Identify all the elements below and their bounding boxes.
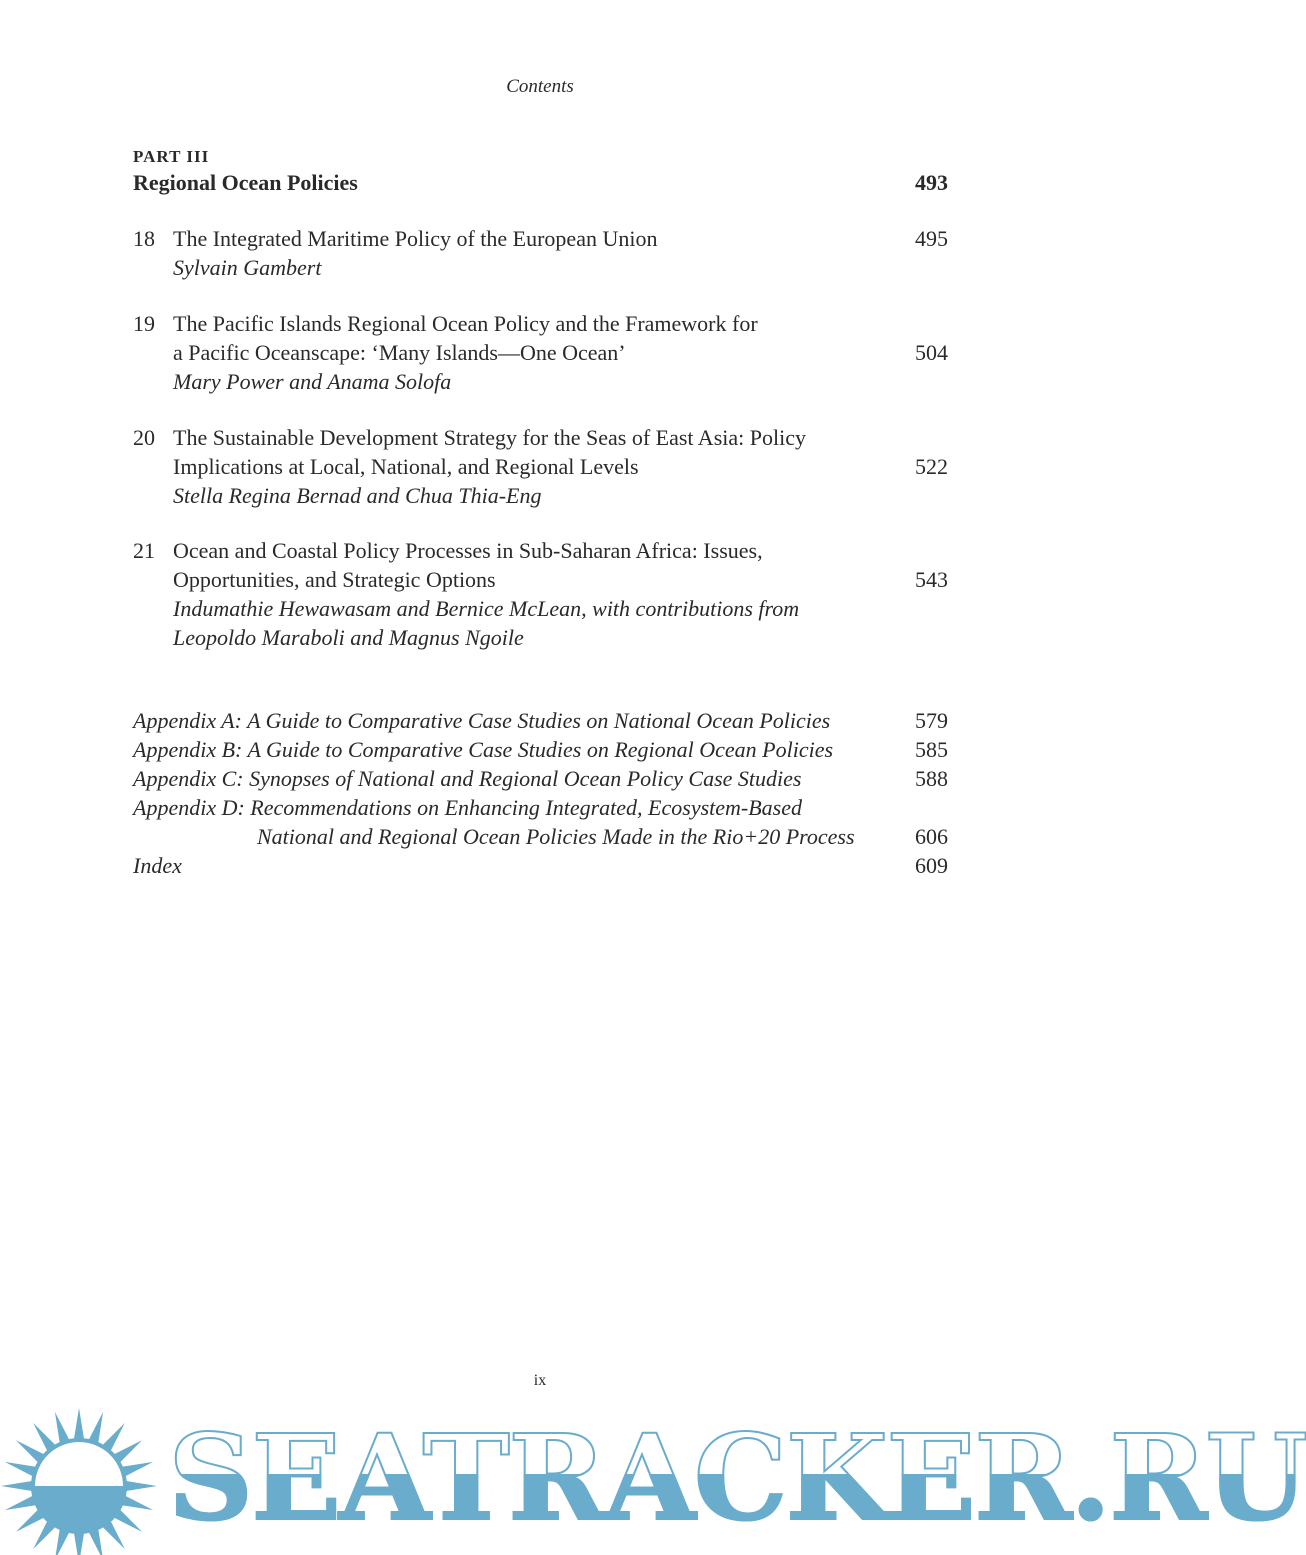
appendix-title-cont: National and Regional Ocean Policies Made in the Rio+20 Process xyxy=(257,824,855,849)
index-entry[interactable] xyxy=(133,851,948,880)
chapter-title-cont: Implications at Local, National, and Regional Levels xyxy=(173,454,639,479)
chapter-page: 522 xyxy=(915,454,948,479)
appendix-label: Appendix B: xyxy=(133,737,243,762)
sun-ray xyxy=(124,1481,157,1492)
chapter-title-cont: Opportunities, and Strategic Options xyxy=(173,567,496,592)
appendix-page: 606 xyxy=(915,824,948,849)
appendix-title: Recommendations on Enhancing Integrated, Ecosystem-Based xyxy=(250,795,802,820)
appendix-label: Appendix A: xyxy=(133,708,242,733)
appendix-page: 579 xyxy=(915,708,948,733)
chapter-title-cont: a Pacific Oceanscape: ‘Many Islands—One Ocean’ xyxy=(173,340,626,365)
chapter-authors: Sylvain Gambert xyxy=(173,255,322,280)
chapter-number: 19 xyxy=(133,311,155,336)
chapter-title: Ocean and Coastal Policy Processes in Sub-Saharan Africa: Issues, xyxy=(173,538,763,563)
chapter-title: The Integrated Maritime Policy of the European Union xyxy=(173,226,658,251)
sun-ray xyxy=(1,1481,34,1492)
running-header: Contents xyxy=(506,76,574,97)
chapter-page: 495 xyxy=(915,226,948,251)
chapter-authors: Stella Regina Bernad and Chua Thia-Eng xyxy=(173,483,542,508)
chapter-number: 18 xyxy=(133,226,155,251)
watermark-text: SEATRACKER.RU xyxy=(168,1408,1306,1547)
chapter-authors-cont: Leopoldo Maraboli and Magnus Ngoile xyxy=(173,625,524,650)
chapter-page: 543 xyxy=(915,567,948,592)
part-title: Regional Ocean Policies xyxy=(133,170,358,195)
part-page: 493 xyxy=(915,170,948,195)
appendix-a[interactable] xyxy=(133,706,948,735)
appendix-b[interactable] xyxy=(133,735,948,764)
part-label: PART III xyxy=(133,147,210,166)
chapter-number: 21 xyxy=(133,538,155,563)
chapter-authors: Mary Power and Anama Solofa xyxy=(173,369,452,394)
part-heading xyxy=(133,168,948,197)
appendix-page: 588 xyxy=(915,766,948,791)
chapter-title: The Sustainable Development Strategy for the Seas of East Asia: Policy xyxy=(173,425,806,450)
appendix-d[interactable] xyxy=(133,793,948,822)
appendix-c[interactable] xyxy=(133,764,948,793)
appendix-title: Synopses of National and Regional Ocean Policy Case Studies xyxy=(249,766,802,791)
appendix-page: 585 xyxy=(915,737,948,762)
page-number: ix xyxy=(533,1372,547,1389)
appendix-title: A Guide to Comparative Case Studies on National Ocean Policies xyxy=(247,708,831,733)
appendix-title: A Guide to Comparative Case Studies on Regional Ocean Policies xyxy=(247,737,834,762)
chapter-authors: Indumathie Hewawasam and Bernice McLean, with contributions from xyxy=(173,596,800,621)
sun-ray xyxy=(74,1531,85,1555)
sun-ray xyxy=(74,1408,85,1441)
chapter-page: 504 xyxy=(915,340,948,365)
index-label: Index xyxy=(133,853,182,878)
sun-logo-icon xyxy=(0,1398,160,1553)
appendix-label: Appendix D: xyxy=(133,795,245,820)
index-page: 609 xyxy=(915,853,948,878)
appendix-label: Appendix C: xyxy=(133,766,244,791)
chapter-number: 20 xyxy=(133,425,155,450)
chapter-title: The Pacific Islands Regional Ocean Policy and the Framework for xyxy=(173,311,758,336)
